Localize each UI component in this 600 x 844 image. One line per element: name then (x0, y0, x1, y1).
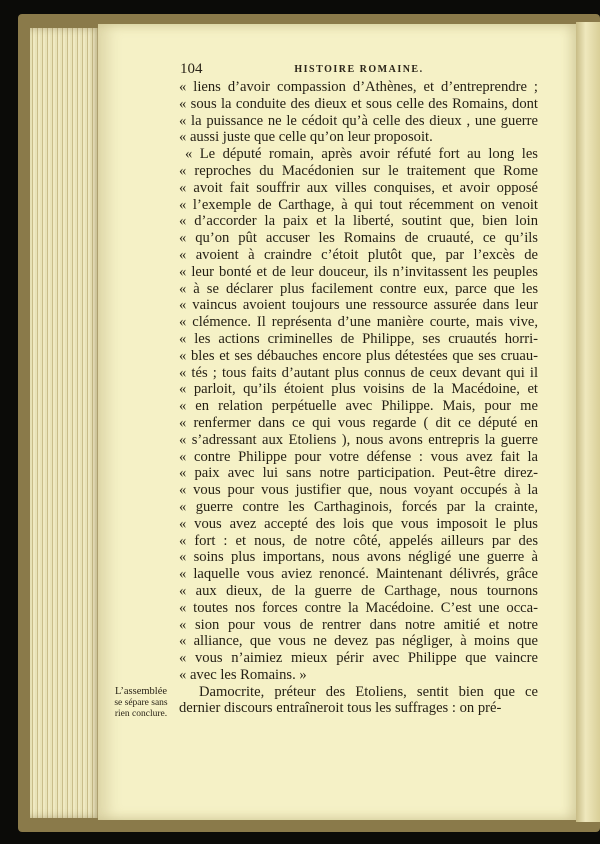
text-line: « toutes nos forces contre la Macédoine. C’est une occa- (179, 599, 538, 616)
text-line: « laquelle vous aviez renoncé. Maintenant délivrés, grâce (179, 566, 538, 583)
text-line: « avec les Romains. » (179, 666, 307, 683)
text-line: « fort : et nous, de notre côté, appelés ailleurs par des (179, 532, 538, 549)
text-line: « contre Philippe pour votre défense : vous avez fait la (179, 448, 538, 465)
text-line: « sous la conduite des dieux et sous celle des Romains, dont (179, 95, 538, 112)
text-line: « tés ; tous faits d’autant plus connus de ceux devant qui il (179, 364, 538, 381)
text-line: « les actions criminelles de Philippe, ses cruautés horri- (179, 330, 538, 347)
text-line: « vous n’aimiez mieux périr avec Philippe que vaincre (179, 650, 538, 667)
text-line: « l’exemple de Carthage, à qui tout récemment on venoit (179, 196, 538, 213)
body-text (179, 79, 538, 717)
page-edges-left (30, 28, 102, 818)
text-line: « s’adressant aux Etoliens ), nous avons entrepris la guerre (179, 431, 538, 448)
text-line: « vaincus avoient toujours une ressource assurée dans leur (179, 297, 538, 314)
text-line: « leur bonté et de leur douceur, ils n’invitassent les peuples (179, 263, 538, 280)
text-line: « guerre contre les Carthaginois, forcés par la crainte, (179, 498, 538, 515)
text-line: Damocrite, préteur des Etoliens, sentit bien que ce (199, 683, 538, 700)
text-line: « avoit fait souffrir aux villes conquises, et avoir opposé (179, 179, 538, 196)
running-title: HISTOIRE ROMAINE. (294, 64, 424, 75)
text-line: « aussi juste que celle qu’on leur proposoit. (179, 129, 433, 146)
text-line: « paix avec lui sans notre participation. Peut-être direz- (179, 465, 538, 482)
facing-page-edge (576, 22, 600, 822)
text-line: « d’accorder la paix et la liberté, soutint que, bien loin (179, 213, 538, 230)
text-line: « avoient à craindre c’étoit plutôt que, par l’excès de (179, 246, 538, 263)
text-line: « qu’on pût accuser les Romains de cruauté, ce qu’ils (179, 230, 538, 247)
text-line: « Le député romain, après avoir réfuté fort au long les (185, 146, 538, 163)
page-header (180, 61, 538, 79)
text-line: « reproches du Macédonien sur le traitement que Rome (179, 162, 538, 179)
page-number: 104 (180, 61, 203, 77)
text-line: « renfermer dans ce qui vous regarde ( dit ce député en (179, 414, 538, 431)
text-line: dernier discours entraîneroit tous les suffrages : on pré- (179, 700, 502, 717)
text-line: « à se déclarer plus facilement contre eux, parce que les (179, 280, 538, 297)
text-line: « soins plus importans, nous avons négligé une guerre à (179, 549, 538, 566)
text-line: « en relation perpétuelle avec Philippe. Mais, pour me (179, 398, 538, 415)
text-line: « parloit, qu’ils étoient plus voisins de la Macédoine, et (179, 381, 538, 398)
margin-note-line: L’assemblée (114, 686, 168, 697)
margin-note-line: se sépare sans (114, 698, 168, 708)
text-line: « sion pour vous de rentrer dans notre amitié et notre (179, 616, 538, 633)
text-line: « vous pour vous justifier que, nous voyant occupés à la (179, 482, 538, 499)
text-line: « vous avez accepté des lois que vous imposoit le plus (179, 515, 538, 532)
text-line: « liens d’avoir compassion d’Athènes, et d’entreprendre ; (179, 79, 538, 95)
text-line: « bles et ses débauches encore plus détestées que ses cruau- (179, 347, 538, 364)
text-line: « aux dieux, de la guerre de Carthage, nous tournons (179, 582, 538, 599)
margin-note (103, 686, 179, 719)
text-line: « alliance, que vous ne devez pas négliger, à moins que (179, 633, 538, 650)
text-line: « la puissance ne le cédoit qu’à celle des dieux , une guerre (179, 112, 538, 129)
margin-note-line: rien conclure. (114, 708, 168, 719)
text-line: « clémence. Il représenta d’une manière courte, mais vive, (179, 314, 538, 331)
